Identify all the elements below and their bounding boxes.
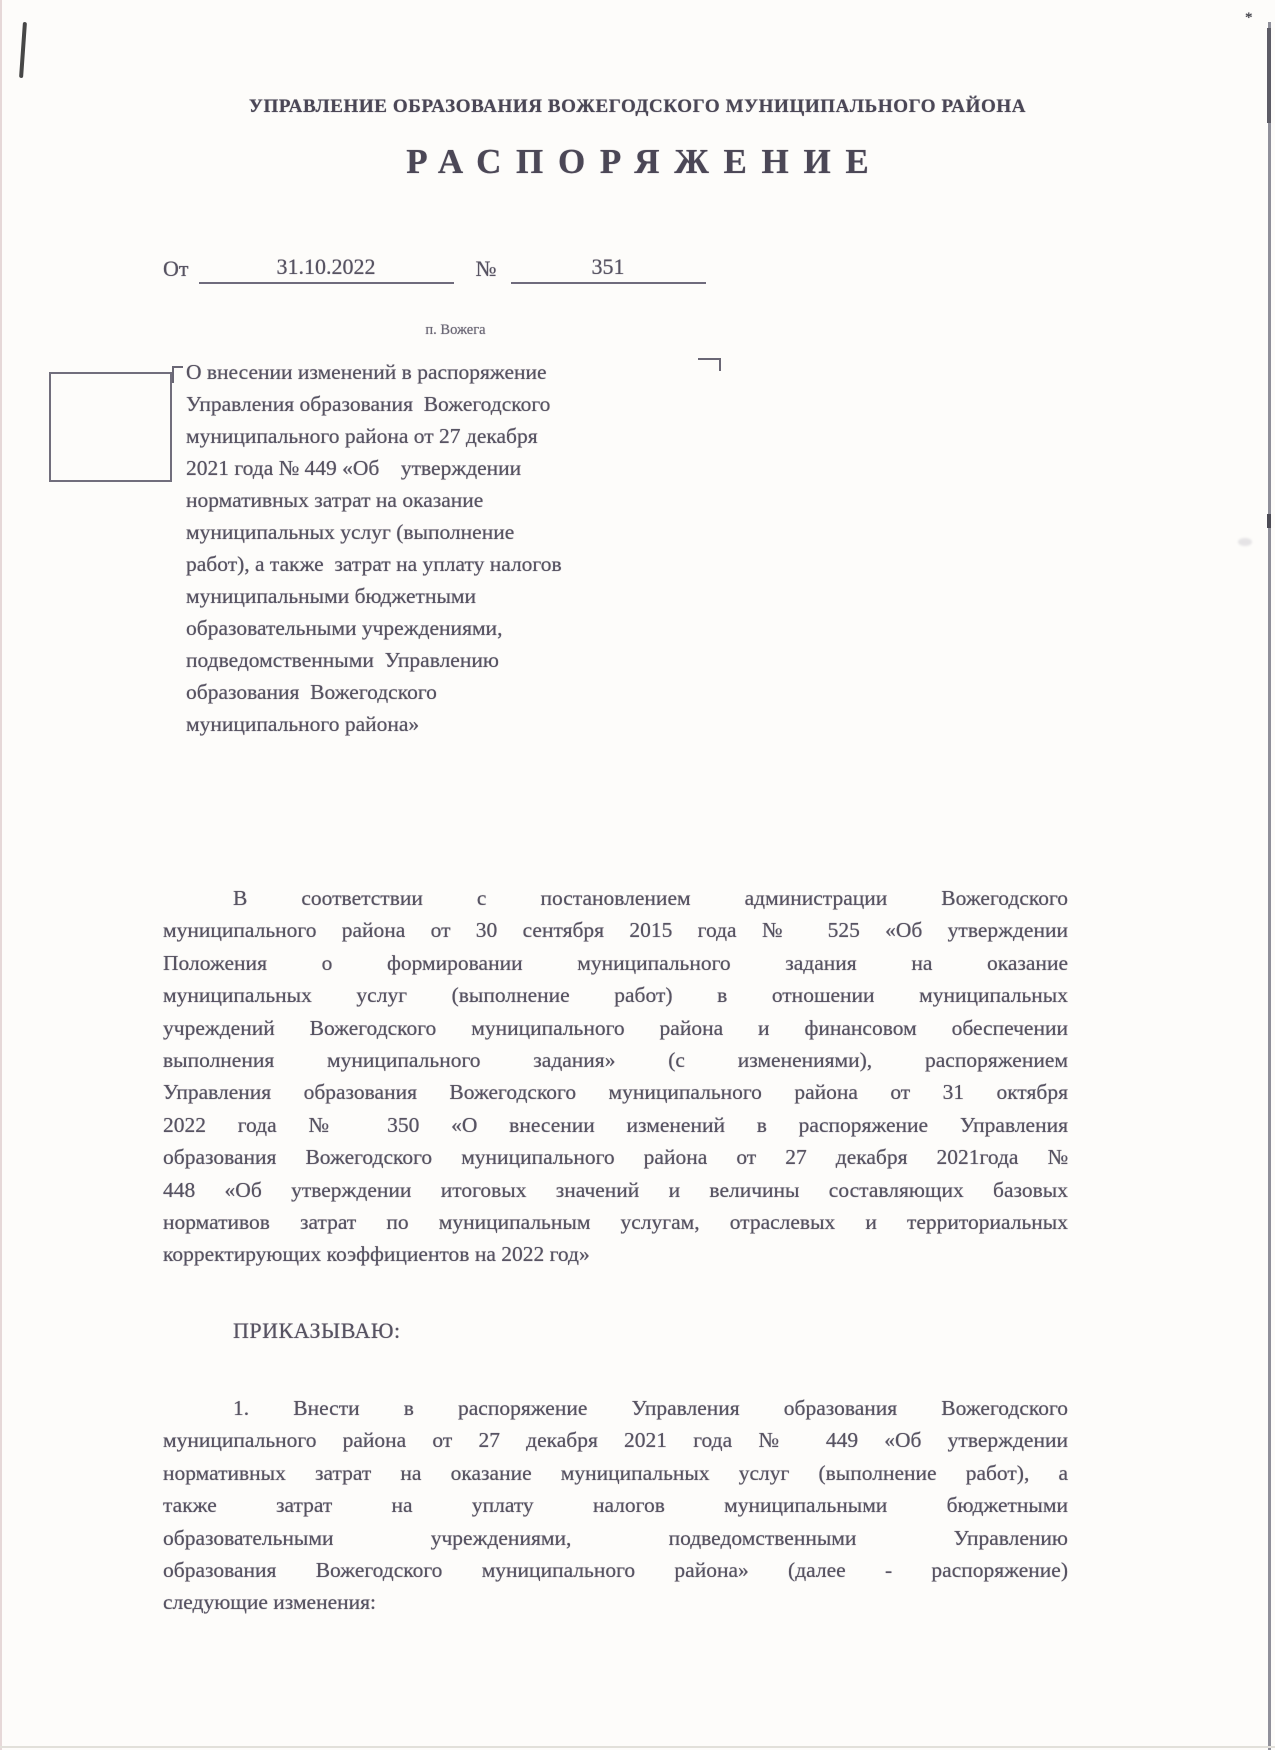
- item-1-line: 1. Внести в распоряжение Управления образования Вожегодского: [233, 1396, 1068, 1420]
- preamble-paragraph: [163, 882, 1068, 1271]
- preamble-line: нормативов затрат по муниципальным услугам, отраслевых и территориальных: [163, 1210, 1068, 1235]
- subject-line: нормативных затрат на оказание: [186, 488, 484, 512]
- scan-right-edge-dark-segment-mid: [1267, 514, 1271, 528]
- subject-line: муниципального района от 27 декабря: [186, 424, 538, 448]
- subject-line: муниципального района»: [186, 712, 420, 736]
- item-1-paragraph: [163, 1392, 1068, 1619]
- preamble-line: корректирующих коэффициентов на 2022 год»: [163, 1242, 590, 1267]
- item-1-line: также затрат на уплату налогов муниципальными бюджетными: [163, 1493, 1068, 1518]
- scan-ink-tick-mark: [19, 22, 27, 78]
- preamble-line: В соответствии с постановлением администрации Вожегодского: [233, 886, 1068, 910]
- preamble-line: Управления образования Вожегодского муниципального района от 31 октября: [163, 1080, 1068, 1105]
- preamble-line: образования Вожегодского муниципального района от 27 декабря 2021года №: [163, 1145, 1068, 1170]
- subject-line: 2021 года № 449 «Об утверждении: [186, 456, 522, 480]
- order-keyword: ПРИКАЗЫВАЮ:: [233, 1318, 401, 1343]
- letterhead-organization: УПРАВЛЕНИЕ ОБРАЗОВАНИЯ ВОЖЕГОДСКОГО МУНИЦИПАЛЬНОГО РАЙОНА: [248, 96, 1027, 117]
- subject-line: Управления образования Вожегодского: [186, 392, 551, 416]
- place-label: п. Вожега: [425, 322, 486, 338]
- date-value: 31.10.2022: [199, 254, 454, 284]
- preamble-line: учреждений Вожегодского муниципального района и финансовом обеспечении: [163, 1015, 1068, 1040]
- subject-line: образования Вожегодского: [186, 680, 437, 704]
- subject-line: О внесении изменений в распоряжение: [186, 360, 547, 384]
- preamble-line: 448 «Об утверждении итоговых значений и величины составляющих базовых: [163, 1177, 1068, 1202]
- preamble-line: Положения о формировании муниципального задания на оказание: [163, 950, 1068, 975]
- date-number-line: [163, 254, 706, 284]
- subject-line: образовательными учреждениями,: [186, 616, 503, 640]
- scan-smudge: [1238, 538, 1252, 546]
- item-1-line: образовательными учреждениями, подведомственными Управлению: [163, 1525, 1068, 1550]
- preamble-line: выполнения муниципального задания» (с изменениями), распоряжением: [163, 1048, 1068, 1073]
- subject-block: [186, 356, 716, 740]
- item-1-line: муниципального района от 27 декабря 2021 года № 449 «Об утверждении: [163, 1428, 1068, 1453]
- date-from-label: От: [163, 256, 189, 281]
- document-type-title: РАСПОРЯЖЕНИЕ: [406, 142, 884, 181]
- subject-line: муниципальными бюджетными: [186, 584, 477, 608]
- preamble-line: муниципальных услуг (выполнение работ) в отношении муниципальных: [163, 983, 1068, 1008]
- subject-corner-open-icon: [172, 366, 183, 383]
- subject-line: муниципальных услуг (выполнение: [186, 520, 515, 544]
- item-1-line: следующие изменения:: [163, 1590, 377, 1615]
- preamble-line: муниципального района от 30 сентября 2015 года № 525 «Об утверждении: [163, 918, 1068, 943]
- number-sign-label: №: [475, 256, 497, 281]
- item-1-line: образования Вожегодского муниципального района» (далее - распоряжение): [163, 1558, 1068, 1583]
- document-number-value: 351: [511, 254, 706, 284]
- scan-speck-asterisk: *: [1245, 10, 1253, 26]
- preamble-line: 2022 года № 350 «О внесении изменений в распоряжение Управления: [163, 1112, 1068, 1137]
- subject-line: работ), а также затрат на уплату налогов: [186, 552, 562, 576]
- stamp-placeholder-box: [49, 372, 172, 482]
- scan-right-edge-line: [1268, 22, 1271, 1750]
- subject-line: подведомственными Управлению: [186, 648, 499, 672]
- scan-bottom-edge-line: [0, 1746, 1275, 1748]
- item-1-line: нормативных затрат на оказание муниципальных услуг (выполнение работ), а: [163, 1460, 1068, 1485]
- scan-left-edge-line: [0, 0, 2, 1750]
